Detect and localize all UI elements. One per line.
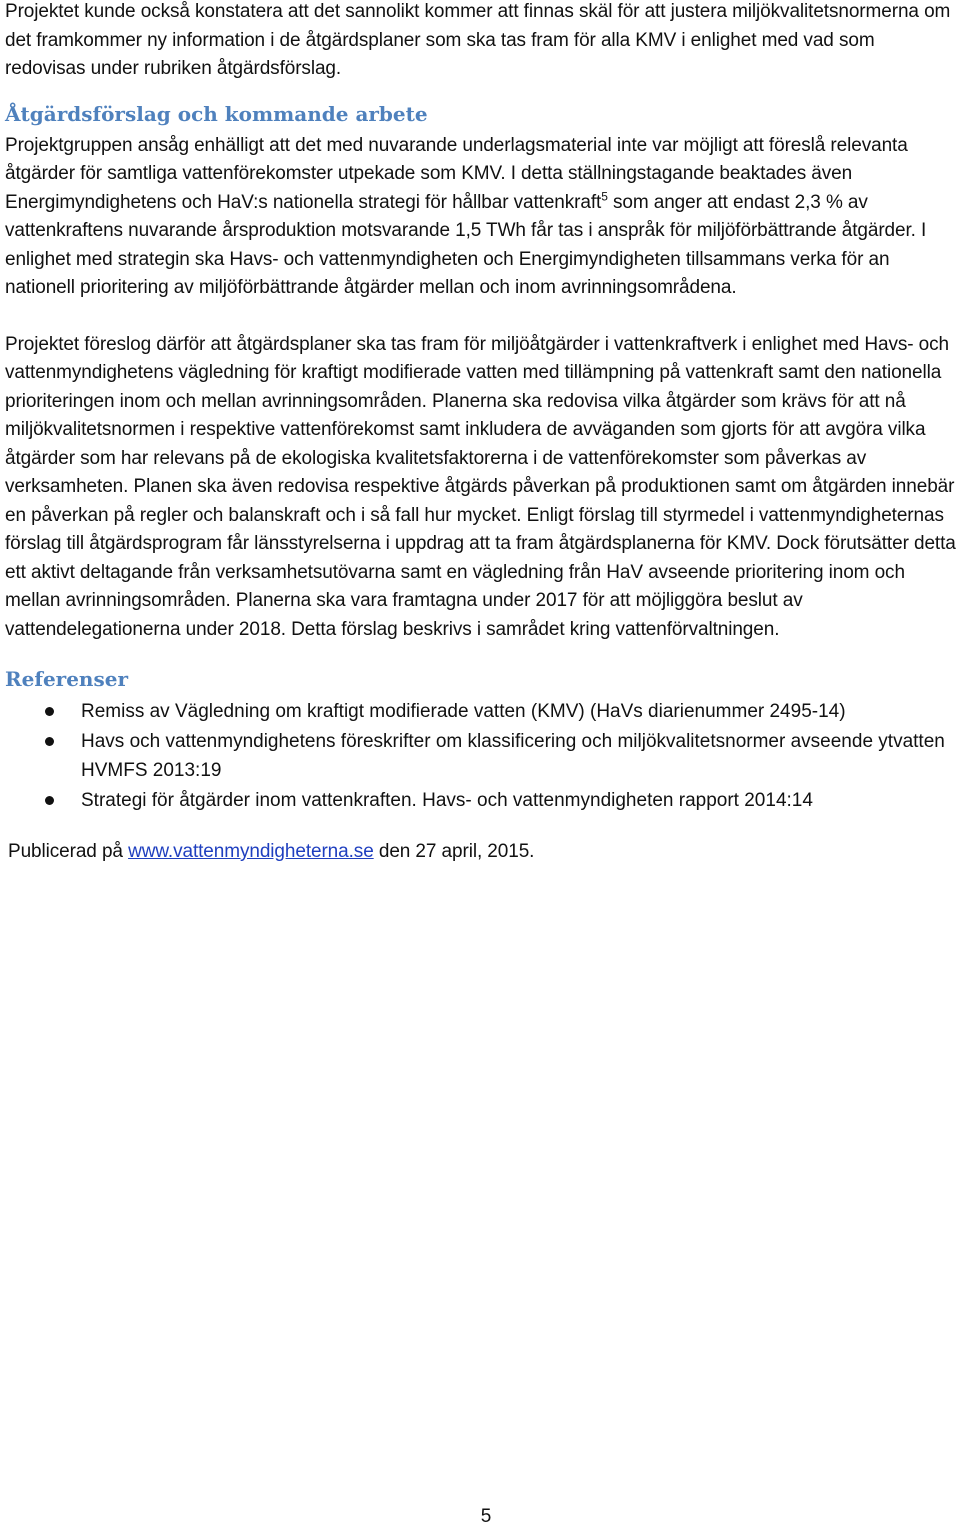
section-heading-atgardsforslag: Åtgärdsförslag och kommande arbete: [5, 101, 428, 126]
document-page: [5, 0, 957, 867]
page-number: 5: [480, 1506, 492, 1527]
atgard-paragraph-1-text: Projektgruppen ansåg enhälligt att det med nuvarande underlagsmaterial inte var möjligt att föreslå relevanta åtgärder för samtliga vattenförekomster utpekade som KMV. I detta ställningstagande beaktades även Energimyndighetens och HaV:s nationella strategi för hållbar vattenkraft: [5, 134, 908, 213]
publication-prefix: Publicerad på: [8, 841, 129, 862]
reference-text: Remiss av Vägledning om kraftigt modifierade vatten (KMV) (HaVs diarienummer 2495-14): [81, 701, 846, 722]
footnote-reference: 5: [601, 189, 608, 204]
section-heading-referenser: Referenser: [5, 667, 128, 691]
reference-item: [5, 727, 957, 785]
intro-paragraph: Projektet kunde också konstatera att det sannolikt kommer att finnas skäl för att justera miljökvalitetsnormerna om det framkommer ny information i de åtgärdsplaner som ska tas fram för alla KMV i enlighet med vad som redovisas under rubriken åtgärdsförslag.: [5, 1, 951, 79]
reference-item: [5, 697, 957, 726]
website-link[interactable]: www.vattenmyndigheterna.se: [128, 841, 374, 862]
reference-text: Havs och vattenmyndighetens föreskrifter om klassificering och miljökvalitetsnormer avseende ytvatten HVMFS 2013:19: [81, 731, 945, 781]
atgard-paragraph-1-text-cont: som anger att endast 2,3 % av vattenkraftens nuvarande årsproduktion motsvarande 1,5 TWh får tas i anspråk för miljöförbättrande åtgärder. I enlighet med strategin ska Havs- och vattenmyndigheten och Energimyndigheten tillsammans verka för an nationell prioritering av miljöförbättrande åtgärder mellan och inom avrinningsområdena.: [5, 191, 927, 298]
reference-item: [5, 786, 957, 815]
bullet-icon: [45, 737, 54, 746]
atgard-paragraph-2: Projektet föreslog därför att åtgärdsplaner ska tas fram för miljöåtgärder i vattenkraftverk i enlighet med Havs- och vattenmyndighetens vägledning för kraftigt modifierade vatten med tillämpning på vattenkraft samt den nationella prioriteringen inom och mellan avrinningsområden. Planerna ska redovisa vilka åtgärder som krävs för att nå miljökvalitetsnormen i respektive vattenförekomst samt inkludera de avväganden som gjorts för att avgöra vilka åtgärder som har relevans på de ekologiska kvalitetsfaktorerna i de vattenförekomster som påverkas av verksamheten. Planen ska även redovisa respektive åtgärds påverkan på produktionen samt om åtgärden innebär en påverkan på regler och balanskraft och i så fall hur mycket. Enligt förslag till styrmedel i vattenmyndigheternas förslag till åtgärdsprogram får länsstyrelserna i uppdrag att ta fram åtgärdsplanerna för KMV. Dock förutsätter detta ett aktivt deltagande från verksamhetsutövarna samt en vägledning från HaV avseende prioritering inom och mellan avrinningsområden. Planerna ska vara framtagna under 2017 för att möjliggöra beslut av vattendelegationerna under 2018. Detta förslag beskrivs i samrådet kring vattenförvaltningen.: [5, 333, 956, 640]
bullet-icon: [45, 707, 54, 716]
publication-date: den 27 april, 2015.: [373, 841, 535, 862]
publication-note: [5, 838, 957, 867]
reference-text: Strategi för åtgärder inom vattenkraften. Havs- och vattenmyndigheten rapport 2014:14: [81, 790, 813, 811]
atgard-paragraph-1: [5, 132, 957, 303]
bullet-icon: [45, 796, 54, 805]
reference-list: [5, 697, 957, 815]
